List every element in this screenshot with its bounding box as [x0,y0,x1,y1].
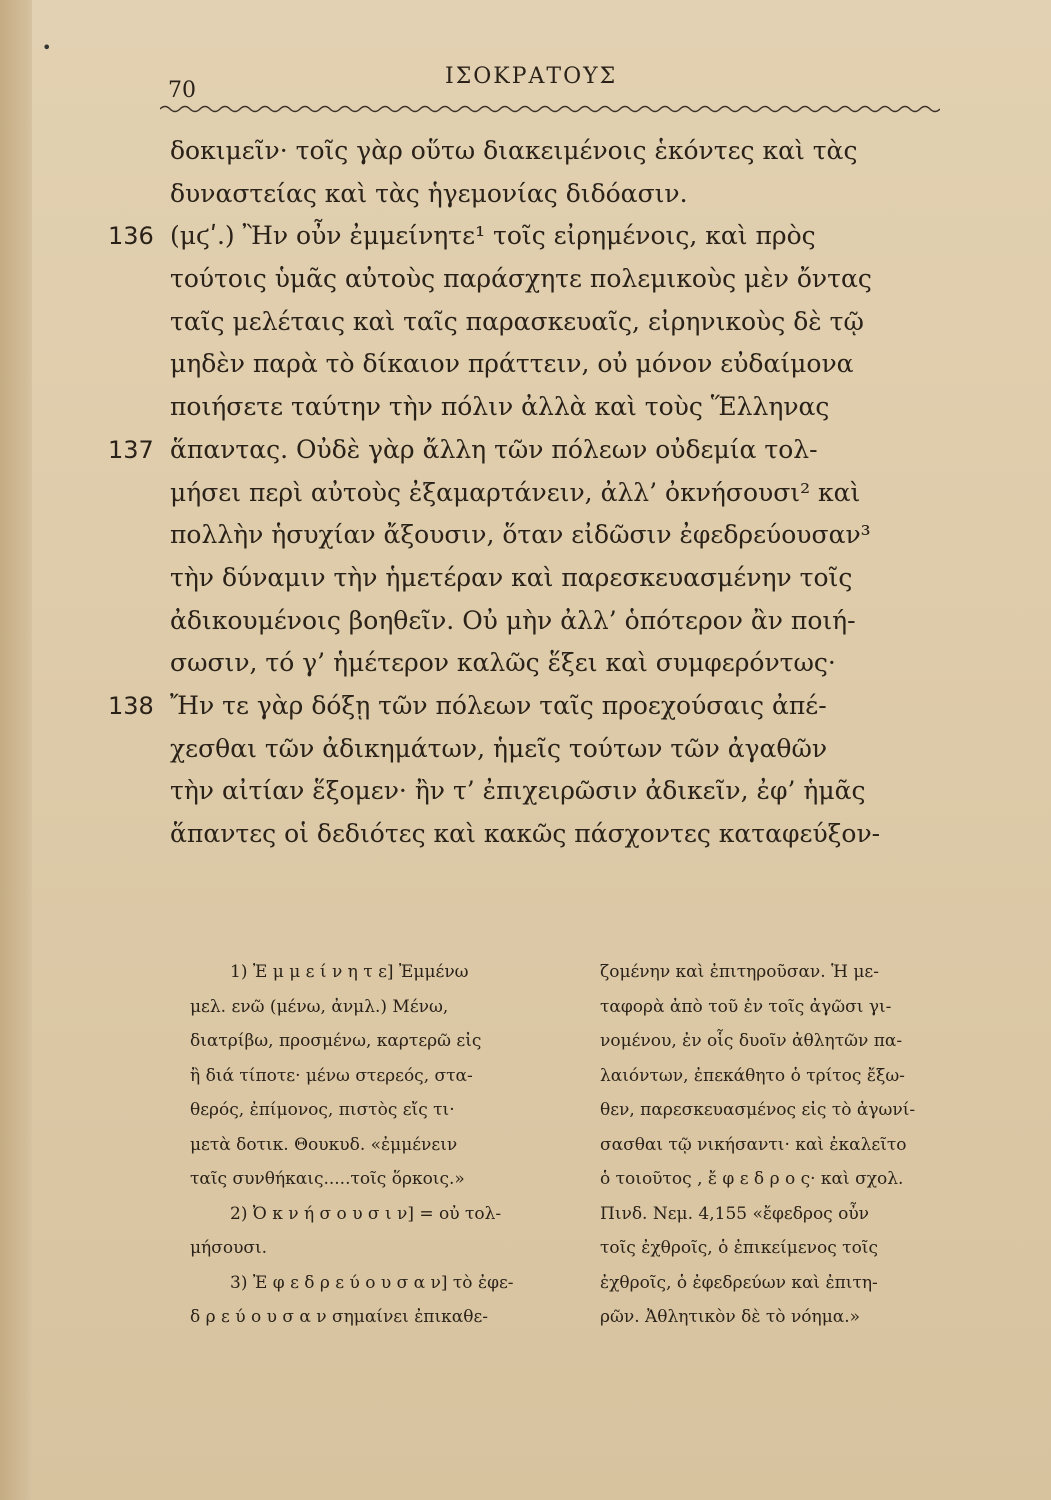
footnote-line: δ ρ ε ύ ο υ σ α ν σημαίνει ἐπικαθε- [190,1307,489,1327]
page-header [160,58,940,118]
footnote-line: ρῶν. Ἀθλητικὸν δὲ τὸ νόημα.» [600,1307,861,1327]
text-line [108,685,968,728]
footnote-line: μήσουσι. [190,1238,268,1258]
footnote-line: 3) Ἐ φ ε δ ρ ε ύ ο υ σ α ν] τὸ ἐφε- [230,1272,514,1293]
main-text [108,130,968,856]
footnotes-right-column [600,955,990,1335]
text-line [108,429,968,472]
line-text: πολλὴν ἡσυχίαν ἄξουσιν, ὅταν εἰδῶσιν ἐφεδρεύουσαν³ [170,520,871,550]
footnote-line: θεν, παρεσκευασμένος εἰς τὸ ἀγωνί- [600,1100,916,1120]
footnote-line: διατρίβω, προσμένω, καρτερῶ εἰς [190,1031,482,1051]
line-text: ταῖς μελέταις καὶ ταῖς παρασκευαῖς, εἰρηνικοὺς δὲ τῷ [170,306,864,336]
text-line [108,173,968,216]
footnote-line: ἢ διά τίποτε· μένω στερεός, στα- [190,1065,473,1086]
wavy-header-rule [160,102,940,116]
section-number: 138 [108,691,154,720]
footnote-line: Πινδ. Νεμ. 4,155 «ἔφεδρος οὖν [600,1203,870,1224]
line-text: ἀδικουμένοις βοηθεῖν. Οὐ μὴν ἀλλ’ ὁπότερον ἂν ποιή- [170,605,856,635]
footnote-line: τοῖς ἐχθροῖς, ὁ ἐπικείμενος τοῖς [600,1238,878,1258]
line-text: τούτοις ὑμᾶς αὐτοὺς παράσχητε πολεμικοὺς μὲν ὄντας [170,264,872,294]
line-text: ἅπαντας. Οὐδὲ γὰρ ἄλλη τῶν πόλεων οὐδεμία τολ- [170,434,818,464]
text-line [108,600,968,643]
footnote-line: 1) Ἐ μ μ ε ί ν η τ ε] Ἐμμένω [230,962,469,982]
text-line [108,770,968,813]
line-text: τὴν δύναμιν τὴν ἡμετέραν καὶ παρεσκευασμένην τοῖς [170,562,853,592]
line-text: ἅπαντες οἱ δεδιότες καὶ κακῶς πάσχοντες καταφεύξον- [170,819,881,848]
footnote-line: ὁ τοιοῦτος , ἔ φ ε δ ρ ο ς· καὶ σχολ. [600,1169,904,1189]
text-line [108,728,968,771]
footnote-line: θερός, ἐπίμονος, πιστὸς εἴς τι· [190,1100,455,1120]
line-text: (μϛʹ.) Ἢν οὖν ἐμμείνητε¹ τοῖς εἰρημένοις, καὶ πρὸς [170,221,816,251]
footnote-line: σασθαι τῷ νικήσαντι· καὶ ἐκαλεῖτο [600,1134,907,1155]
text-line [108,301,968,344]
text-line [108,258,968,301]
line-text: τὴν αἰτίαν ἕξομεν· ἢν τ’ ἐπιχειρῶσιν ἀδικεῖν, ἐφ’ ἡμᾶς [170,776,866,806]
line-text: δυναστείας καὶ τὰς ἡγεμονίας διδόασιν. [170,178,688,208]
line-text: δοκιμεῖν· τοῖς γὰρ οὕτω διακειμένοις ἑκόντες καὶ τὰς [170,136,858,165]
section-number: 136 [108,222,154,251]
text-line [108,514,968,557]
text-line [108,386,968,429]
section-number: 137 [108,435,154,464]
footnote-line: ἐχθροῖς, ὁ ἐφεδρεύων καὶ ἐπιτη- [600,1272,878,1293]
footnote-line: ζομένην καὶ ἐπιτηροῦσαν. Ἡ με- [600,962,879,982]
text-line [108,472,968,515]
text-line [108,642,968,685]
line-text: μηδὲν παρὰ τὸ δίκαιον πράττειν, οὐ μόνον εὐδαίμονα [170,349,854,379]
line-text: χεσθαι τῶν ἀδικημάτων, ἡμεῖς τούτων τῶν ἀγαθῶν [170,733,828,763]
text-line [108,343,968,386]
footnote-line: λαιόντων, ἐπεκάθητο ὁ τρίτος ἔξω- [600,1065,905,1086]
footnote-line: ταῖς συνθήκαις.....τοῖς ὅρκοις.» [190,1169,465,1189]
line-text: ποιήσετε ταύτην τὴν πόλιν ἀλλὰ καὶ τοὺς Ἕλληνας [170,392,830,422]
footnote-line: νομένου, ἐν οἷς δυοῖν ἀθλητῶν πα- [600,1031,903,1051]
ink-mark: • [42,38,52,57]
footnote-line: μελ. ενῶ (μένω, ἀνμλ.) Μένω, [190,996,449,1017]
page-number: 70 [168,78,196,103]
line-text: Ἤν τε γὰρ δόξῃ τῶν πόλεων ταῖς προεχούσαις ἀπέ- [170,690,827,720]
footnotes-left-column [190,955,580,1335]
text-line [108,557,968,600]
footnote-line: μετὰ δοτικ. Θουκυδ. «ἐμμένειν [190,1134,458,1155]
running-title: ΙΣΟΚΡΑΤΟΥΣ [445,64,618,89]
text-line [108,130,968,173]
page-gutter [0,0,32,1500]
text-line [108,215,968,258]
footnote-line: 2) Ὀ κ ν ή σ ο υ σ ι ν] = οὐ τολ- [230,1203,502,1224]
footnote-line: ταφορὰ ἀπὸ τοῦ ἐν τοῖς ἀγῶσι γι- [600,996,892,1017]
line-text: σωσιν, τό γ’ ἡμέτερον καλῶς ἕξει καὶ συμφερόντως· [170,648,836,678]
text-line [108,813,968,856]
line-text: μήσει περὶ αὐτοὺς ἐξαμαρτάνειν, ἀλλ’ ὀκνήσουσι² καὶ [170,477,861,507]
